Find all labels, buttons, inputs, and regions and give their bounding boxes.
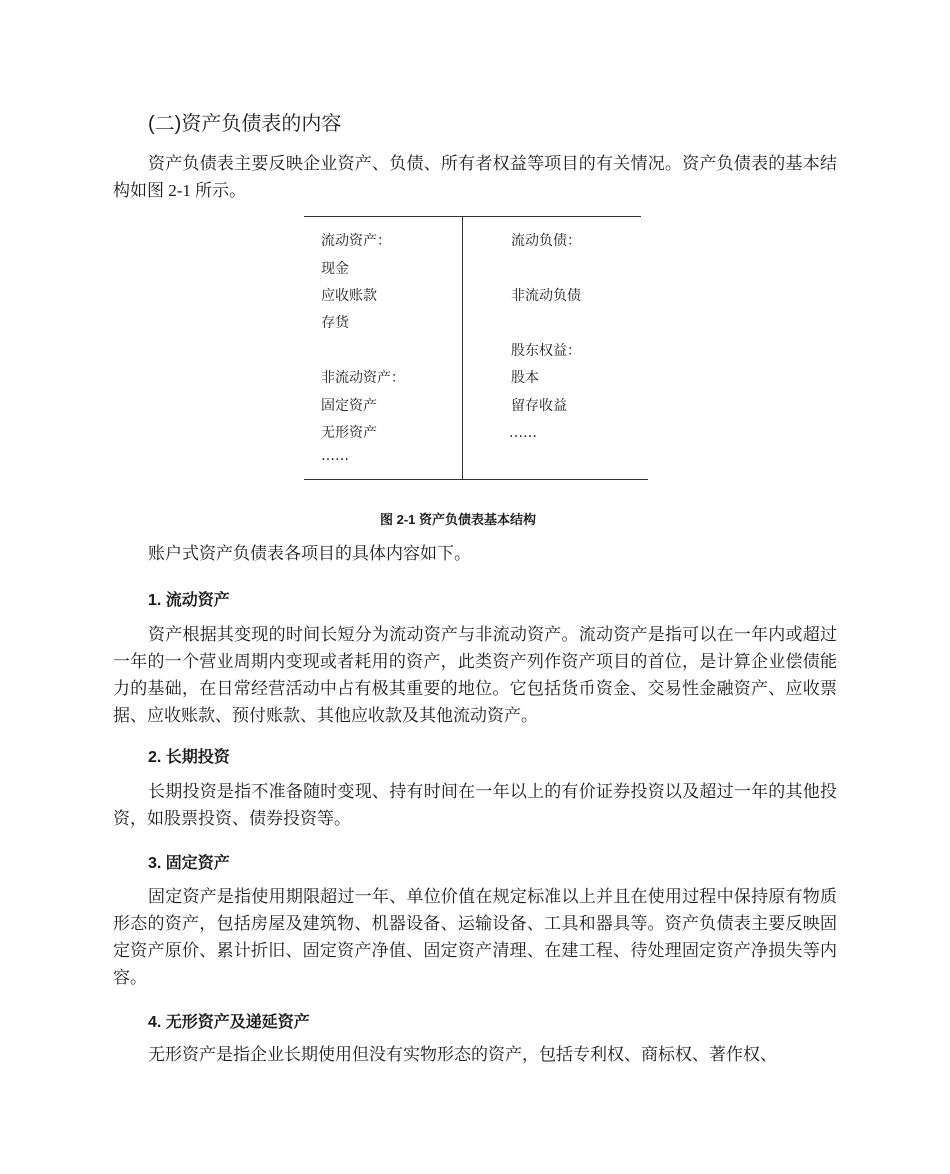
section-body: 固定资产是指使用期限超过一年、单位价值在规定标准以上并且在使用过程中保持原有物质形态的资产，包括房屋及建筑物、机器设备、运输设备、工具和器具等。资产负债表主要反映固定资产原价、累计折旧、固定资产净值、固定资产清理、在建工程、待处理固定资产净损失等内容。 <box>113 887 837 987</box>
section-body: 资产根据其变现的时间长短分为流动资产与非流动资产。流动资产是指可以在一年内或超过一年的一个营业周期内变现或者耗用的资产，此类资产列作资产项目的首位，是计算企业偿债能力的基础，在日常经营活动中占有极其重要的地位。它包括货币资金、交易性金融资产、应收票据、应收账款、预付账款、其他应收款及其他流动资产。 <box>113 625 837 725</box>
figure-left-item: 流动资产： <box>321 233 391 249</box>
figure-left-item: 现金 <box>321 261 349 277</box>
section-body: 长期投资是指不准备随时变现、持有时间在一年以上的有价证券投资以及超过一年的其他投资，如股票投资、债券投资等。 <box>113 782 837 828</box>
section-body: 无形资产是指企业长期使用但没有实物形态的资产，包括专利权、商标权、著作权、 <box>148 1045 777 1064</box>
section-title: 3. 固定资产 <box>148 855 230 872</box>
figure-right-item: 股本 <box>511 370 539 386</box>
figure-left-item: 固定资产 <box>321 398 377 414</box>
figure-right-item: …… <box>509 425 537 441</box>
figure-caption: 图 2-1 资产负债表基本结构 <box>380 512 537 527</box>
figure-bottom-rule <box>304 479 648 480</box>
figure-left-item: 应收账款 <box>321 288 377 304</box>
figure-right-item: 非流动负债 <box>511 288 581 304</box>
figure-left-item: 存货 <box>321 315 349 331</box>
section-title: 2. 长期投资 <box>148 749 230 766</box>
figure-left-item: 无形资产 <box>321 425 377 441</box>
figure-left-item: …… <box>321 448 349 464</box>
figure-right-item: 股东权益： <box>511 343 581 359</box>
figure-right-item: 留存收益 <box>511 398 567 414</box>
intro-paragraph: 资产负债表主要反映企业资产、负债、所有者权益等项目的有关情况。资产负债表的基本结构如图 2-1 所示。 <box>113 154 837 200</box>
figure-right-item: 流动负债： <box>511 233 581 249</box>
section-heading: (二)资产负债表的内容 <box>148 113 342 135</box>
section-title: 1. 流动资产 <box>148 592 230 609</box>
section-title: 4. 无形资产及递延资产 <box>148 1014 310 1031</box>
figure-left-item: 非流动资产： <box>321 370 405 386</box>
figure-center-rule <box>462 216 463 479</box>
figure-top-rule <box>304 216 641 217</box>
account-intro-paragraph: 账户式资产负债表各项目的具体内容如下。 <box>148 544 471 563</box>
